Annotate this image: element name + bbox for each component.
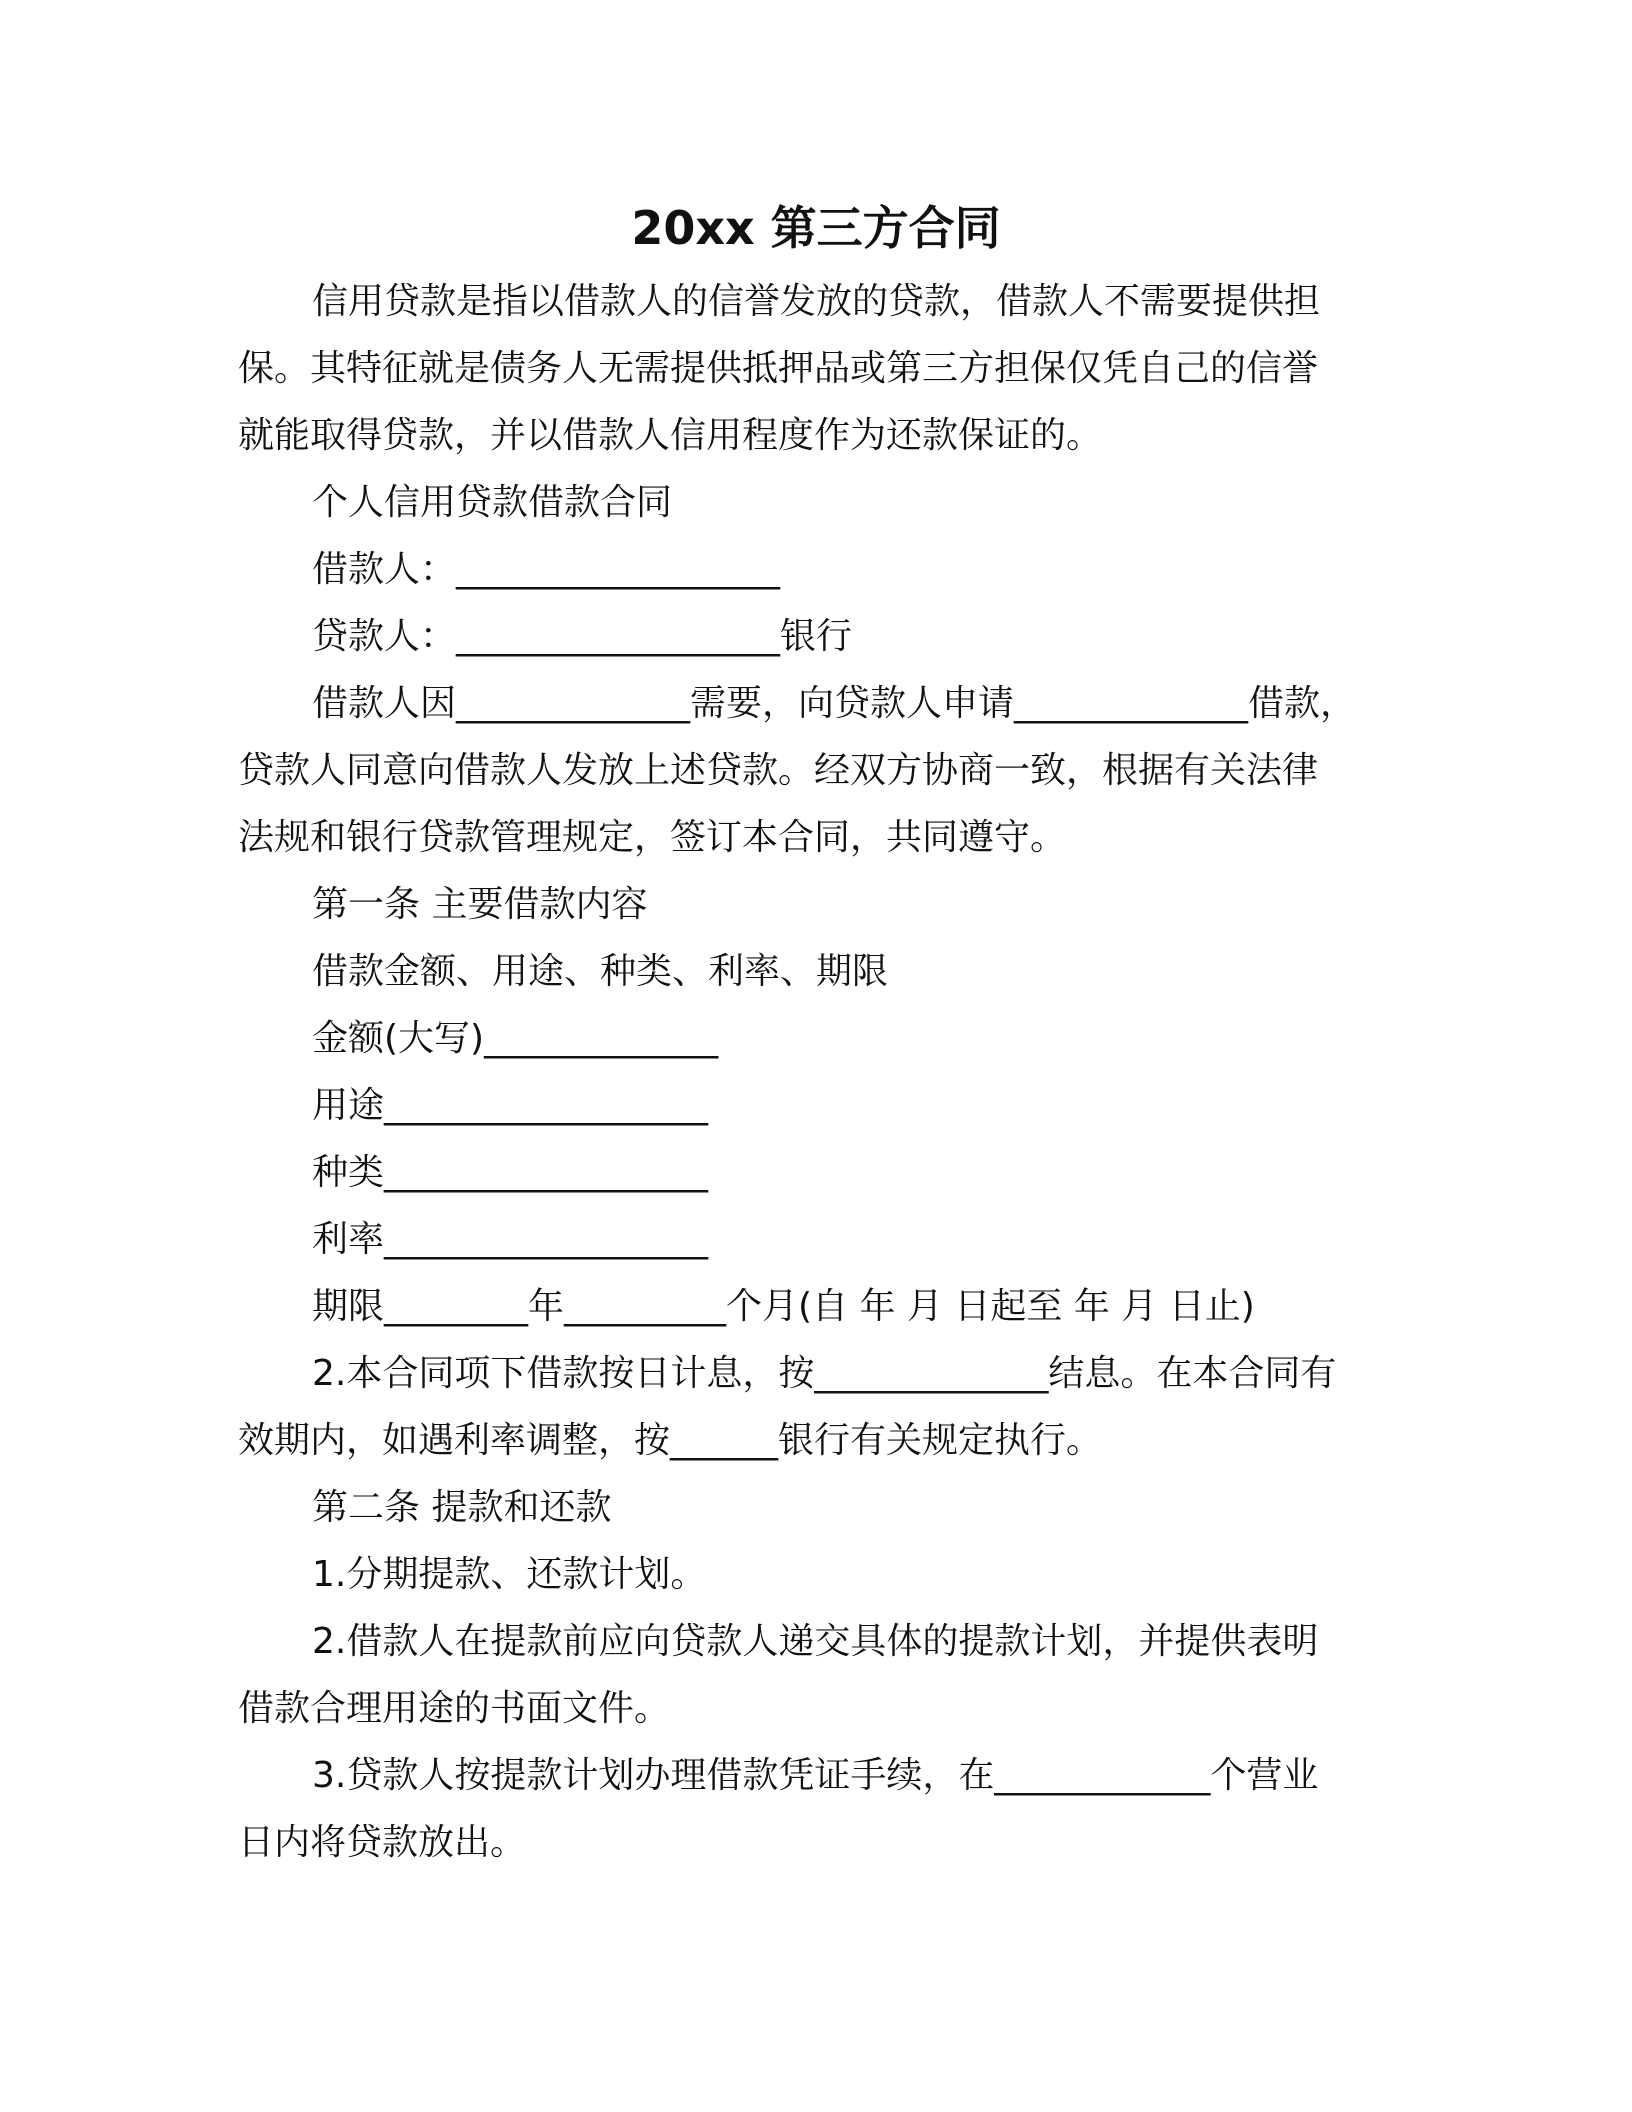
text-line: 就能取得贷款，并以借款人信用程度作为还款保证的。 bbox=[238, 415, 1103, 456]
document-title: 20xx 第三方合同 bbox=[631, 201, 1001, 255]
text-line: 种类__________________ bbox=[312, 1152, 709, 1193]
text-line: 日内将贷款放出。 bbox=[238, 1822, 527, 1863]
text-line: 借款人：__________________ bbox=[312, 549, 781, 590]
text-line: 2.本合同项下借款按日计息，按_____________结息。在本合同有 bbox=[312, 1353, 1337, 1394]
text-line: 借款金额、用途、种类、利率、期限 bbox=[312, 951, 889, 992]
text-line: 3.贷款人按提款计划办理借款凭证手续，在____________个营业 bbox=[312, 1755, 1319, 1796]
text-line: 借款人因_____________需要，向贷款人申请_____________借款， bbox=[312, 683, 1357, 724]
text-line: 用途__________________ bbox=[312, 1085, 709, 1126]
text-line: 利率__________________ bbox=[312, 1219, 709, 1260]
text-line: 效期内，如遇利率调整，按______银行有关规定执行。 bbox=[238, 1420, 1103, 1461]
text-line: 期限________年_________个月(自 年 月 日起至 年 月 日止) bbox=[312, 1286, 1255, 1327]
text-line: 2.借款人在提款前应向贷款人递交具体的提款计划，并提供表明 bbox=[312, 1621, 1319, 1662]
text-line: 保。其特征就是债务人无需提供抵押品或第三方担保仅凭自己的信誉 bbox=[238, 348, 1319, 389]
text-line: 借款合理用途的书面文件。 bbox=[238, 1688, 671, 1729]
text-line: 法规和银行贷款管理规定，签订本合同，共同遵守。 bbox=[238, 817, 1067, 858]
text-line: 贷款人：__________________银行 bbox=[312, 616, 853, 657]
text-line: 1.分期提款、还款计划。 bbox=[312, 1554, 707, 1595]
text-line: 第一条 主要借款内容 bbox=[312, 884, 648, 925]
document-body bbox=[238, 268, 1398, 1876]
text-line: 个人信用贷款借款合同 bbox=[312, 482, 673, 523]
text-line: 金额(大写)_____________ bbox=[312, 1018, 719, 1059]
text-line: 信用贷款是指以借款人的信誉发放的贷款，借款人不需要提供担 bbox=[312, 281, 1321, 322]
text-line: 第二条 提款和还款 bbox=[312, 1487, 612, 1528]
text-line: 贷款人同意向借款人发放上述贷款。经双方协商一致，根据有关法律 bbox=[238, 750, 1319, 791]
